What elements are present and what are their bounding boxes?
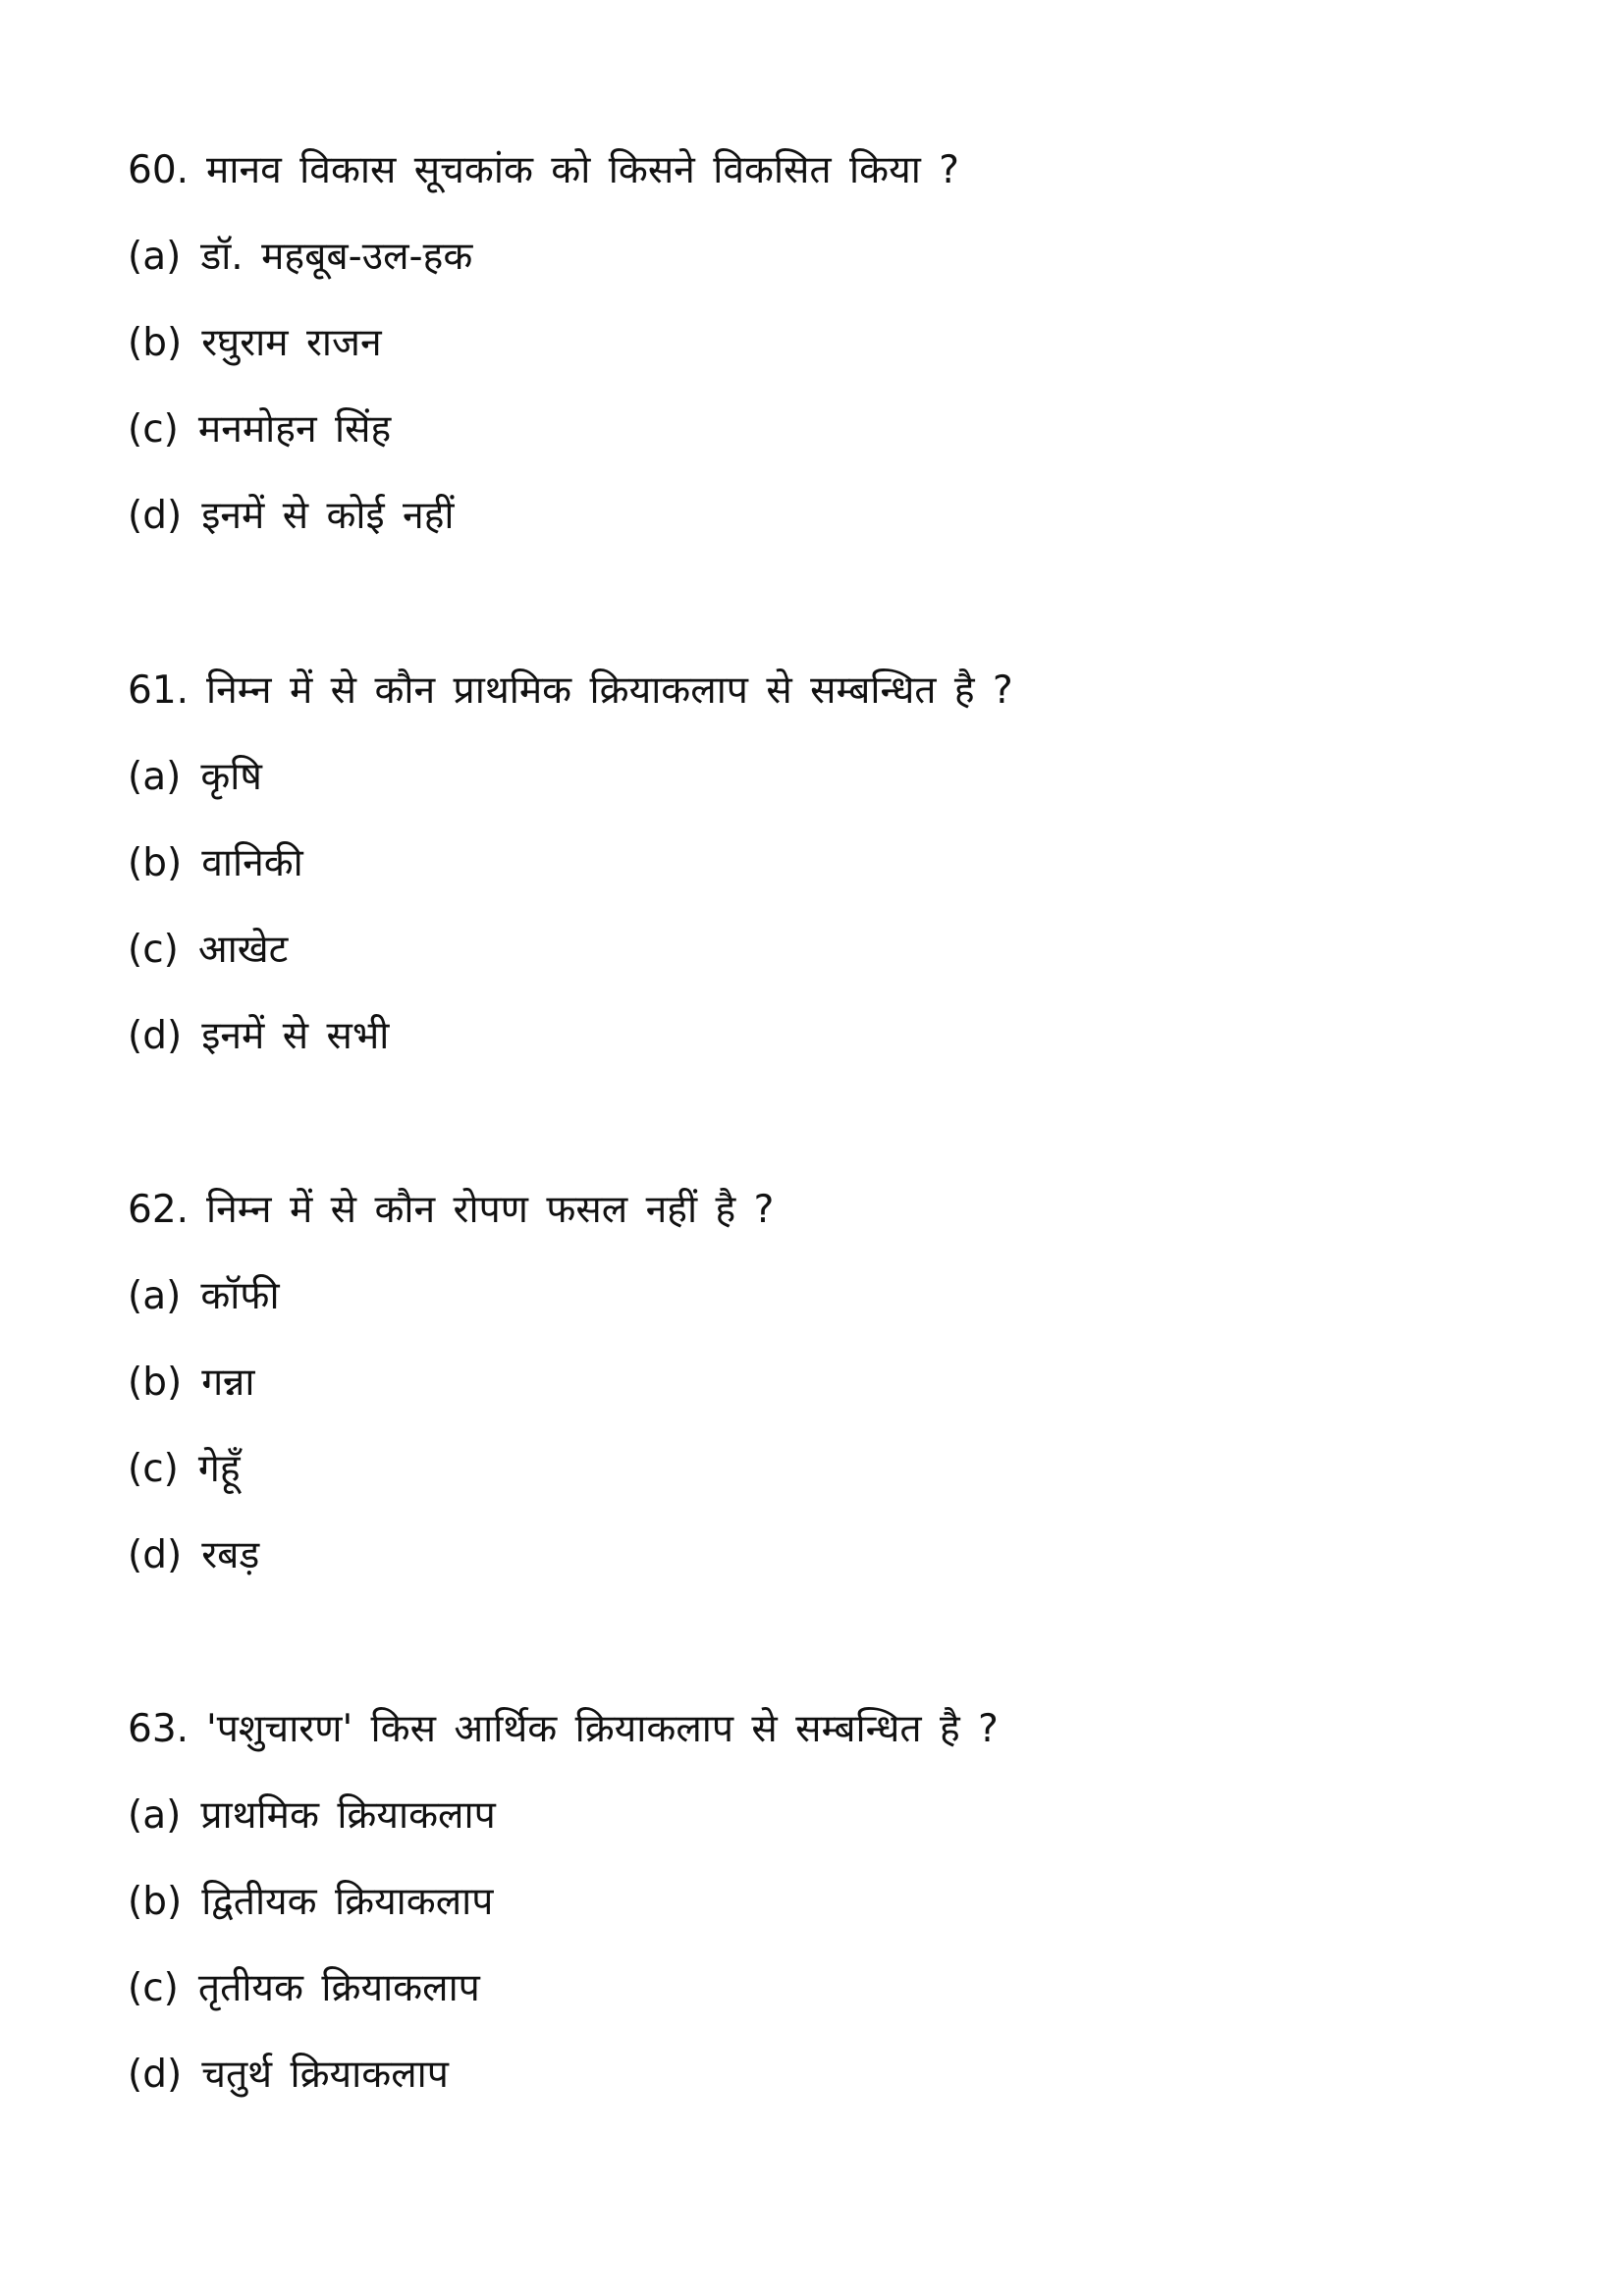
option-c: [128, 907, 1542, 993]
question-61: [128, 648, 1542, 1080]
question-stem: [128, 1686, 1542, 1773]
question-text: मानव विकास सूचकांक को किसने विकसित किया ?: [206, 148, 959, 192]
option-label: (a): [128, 755, 182, 799]
question-number: 61.: [128, 668, 189, 713]
option-label: (d): [128, 494, 183, 538]
option-a: [128, 734, 1542, 821]
option-d: [128, 993, 1542, 1080]
question-63: [128, 1686, 1542, 2118]
option-text: चतुर्थ क्रियाकलाप: [201, 2053, 449, 2097]
option-d: [128, 1513, 1542, 1599]
option-label: (a): [128, 1274, 182, 1318]
option-label: (b): [128, 1880, 183, 1924]
option-d: [128, 2032, 1542, 2118]
option-text: गन्ना: [201, 1361, 255, 1405]
option-label: (b): [128, 841, 183, 885]
question-number: 63.: [128, 1707, 189, 1751]
option-label: (d): [128, 2053, 183, 2097]
option-label: (c): [128, 1447, 179, 1491]
option-text: द्वितीयक क्रियाकलाप: [201, 1880, 494, 1924]
option-text: रबड़: [201, 1533, 260, 1577]
option-text: प्राथमिक क्रियाकलाप: [200, 1793, 496, 1838]
question-text: 'पशुचारण' किस आर्थिक क्रियाकलाप से सम्बन्धित है ?: [206, 1707, 999, 1751]
option-label: (c): [128, 407, 179, 452]
option-text: इनमें से सभी: [201, 1014, 390, 1058]
question-text: निम्न में से कौन प्राथमिक क्रियाकलाप से सम्बन्धित है ?: [206, 668, 1013, 713]
option-label: (a): [128, 1793, 182, 1838]
option-text: इनमें से कोई नहीं: [201, 494, 455, 538]
option-label: (b): [128, 321, 183, 365]
option-b: [128, 1859, 1542, 1946]
option-label: (c): [128, 1966, 179, 2010]
option-text: रघुराम राजन: [201, 321, 382, 365]
option-text: गेहूँ: [197, 1447, 241, 1491]
option-text: तृतीयक क्रियाकलाप: [197, 1966, 480, 2010]
option-label: (d): [128, 1014, 183, 1058]
option-c: [128, 387, 1542, 473]
question-number: 60.: [128, 148, 189, 192]
option-label: (c): [128, 928, 179, 972]
option-text: कृषि: [200, 755, 262, 799]
option-a: [128, 1254, 1542, 1340]
question-stem: [128, 1167, 1542, 1254]
option-text: डॉ. महबूब-उल-हक: [200, 235, 473, 279]
question-page: [128, 0, 1542, 2296]
option-text: वानिकी: [201, 841, 303, 885]
option-b: [128, 1340, 1542, 1426]
option-c: [128, 1426, 1542, 1513]
option-a: [128, 1773, 1542, 1859]
question-62: [128, 1167, 1542, 1599]
question-stem: [128, 648, 1542, 734]
option-label: (b): [128, 1361, 183, 1405]
question-text: निम्न में से कौन रोपण फसल नहीं है ?: [206, 1188, 775, 1232]
question-60: [128, 128, 1542, 560]
option-text: आखेट: [197, 928, 289, 972]
option-label: (a): [128, 235, 182, 279]
question-stem: [128, 128, 1542, 214]
question-number: 62.: [128, 1188, 189, 1232]
option-text: कॉफी: [200, 1274, 280, 1318]
option-c: [128, 1946, 1542, 2032]
option-b: [128, 300, 1542, 387]
option-label: (d): [128, 1533, 183, 1577]
option-text: मनमोहन सिंह: [197, 407, 392, 452]
option-b: [128, 821, 1542, 907]
option-d: [128, 473, 1542, 560]
option-a: [128, 214, 1542, 300]
